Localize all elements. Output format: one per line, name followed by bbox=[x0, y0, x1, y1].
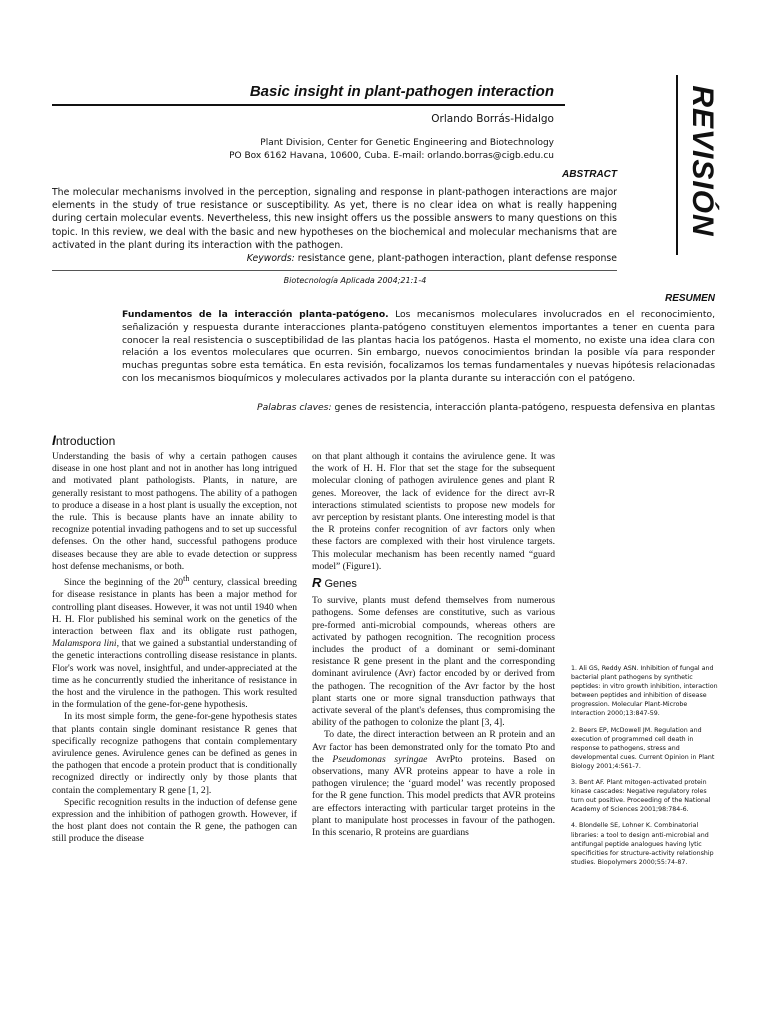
abstract-text: The molecular mechanisms involved in the perception, signaling and response in plant-pathogen interactions are major elements in the study of true resistance or susceptibility. As yet, there is no clear idea on what is really happening during certain molecular events. Nevertheless, this new insight offers us the possible answers to many questions on this topic. In this review, we deal with the basic and new hypotheses on the biochemical and molecular mechanisms that are activated in the plant during its interaction with the pathogen. bbox=[52, 187, 617, 251]
journal-citation: Biotecnología Aplicada 2004;21:1-4 bbox=[283, 276, 427, 285]
introduction-heading-cap: I bbox=[52, 432, 56, 448]
reference-item: 3. Bent AF. Plant mitogen-activated protein kinase cascades: Negative regulatory roles turn out positive. Proceeding of the National Academy of Sciences 2001;98:784-6. bbox=[571, 779, 711, 814]
paragraph: In its most simple form, the gene-for-gene hypothesis states that plants contain single dominant resistance R genes that specifically recognize pathogens that contain complementary avirulence genes. Avirulence genes can be defined as genes in the pathogen that encode a protein product that is conditionally recognized directly or indirectly only by those plants that contain the complementary R gene [1, 2]. bbox=[52, 711, 297, 796]
r-genes-heading-rest: Genes bbox=[321, 578, 357, 591]
affiliation bbox=[150, 137, 554, 163]
r-genes-heading-cap: R bbox=[312, 575, 322, 591]
keywords-value: resistance gene, plant-pathogen interaction, plant defense response bbox=[297, 253, 617, 264]
abstract-keywords bbox=[100, 253, 617, 264]
introduction-heading bbox=[52, 432, 115, 448]
species-name: Pseudomonas syringae bbox=[332, 753, 428, 765]
superscript: th bbox=[183, 574, 190, 584]
resumen-lead: Fundamentos de la interacción planta-patógeno. bbox=[122, 309, 389, 320]
paragraph bbox=[312, 729, 555, 839]
resumen-keywords bbox=[150, 402, 715, 413]
text-run: that we gained a substantial understanding of the genetic interactions controlling disease resistance in plants. Flor's work was novel, insightful, and under-appreciated at the time as he concurrently studied the inheritance of resistance in the host and the virulence in the pathogen. This work resulted in the formulation of the gene-for-gene hypothesis. bbox=[52, 638, 297, 711]
body-column-right bbox=[312, 451, 555, 839]
palabras-label: Palabras claves: bbox=[257, 402, 332, 413]
text-run: AvrPto proteins. Based on observations, many AVR proteins appear to have a role in pathogen virulence; the ‘guard model’ was recently proposed for the R gene function. This model predicts that AVR proteins are effectors interacting with particular target proteins in the plant to manipulate host processes in favour of the pathogen. In this scenario, R proteins are guardians bbox=[312, 753, 555, 839]
reference-item: 1. Ali GS, Reddy ASN. Inhibition of fungal and bacterial plant pathogens by synthetic peptides: in vitro growth inhibition, interaction between peptides and inhibition of disease progression. Molecular Plant-Microbe Interaction 2000;13:847-59. bbox=[571, 665, 718, 718]
reference-list bbox=[571, 664, 719, 874]
resumen-text bbox=[122, 309, 715, 386]
section-label-text: REVISIÓN bbox=[686, 85, 719, 237]
resumen-heading: RESUMEN bbox=[664, 293, 715, 304]
body-column-left bbox=[52, 451, 297, 846]
palabras-value: genes de resistencia, interacción planta-patógeno, respuesta defensiva en plantas bbox=[334, 402, 715, 413]
title-rule bbox=[52, 104, 565, 106]
paragraph: Understanding the basis of why a certain pathogen causes disease in one host plant and not in another has long intrigued and motivated plant pathologists. Plants, in nature, are generally resistant to most pathogens. The ability of a pathogen to produce a disease in a host plant is usually the exception, not the rule. This is because plants have an innate ability to recognize potential invading pathogens and to set up successful defenses. On the other hand, successful pathogens produce diseases because they are able to evade detection or suppress host defense mechanisms, or both. bbox=[52, 451, 297, 572]
abstract-heading: ABSTRACT bbox=[562, 169, 617, 180]
section-label bbox=[684, 76, 720, 246]
r-genes-heading bbox=[312, 577, 555, 590]
affiliation-line-2: PO Box 6162 Havana, 10600, Cuba. E-mail: orlando.borras@cigb.edu.cu bbox=[229, 151, 554, 161]
section-label-rule bbox=[676, 75, 678, 255]
article-title: Basic insight in plant-pathogen interaction bbox=[249, 83, 554, 100]
paragraph: Specific recognition results in the induction of defense gene expression and the inhibition of pathogen growth. However, if the host plant does not contain the R gene, the pathogen can still produce the disease bbox=[52, 796, 297, 845]
species-name: Malamspora lini, bbox=[52, 638, 119, 650]
paragraph: To survive, plants must defend themselves from numerous pathogens. Some defenses are constitutive, such as various pre-formed anti-microbial compounds, whereas others are activated by pathogen recognition. The recognition process includes the product of a dominant or semi-dominant resistance R gene present in the plant and the corresponding dominant avirulence (Avr) factor encoded by or derived from the pathogen. The recognition of the Avr factor by the host plant starts one or more signal transduction pathways that activate several of the plant's defenses, thus compromising the ability of the pathogen to colonize the plant [3, 4]. bbox=[312, 595, 555, 729]
abstract-rule bbox=[52, 270, 617, 271]
reference-item: 4. Blondelle SE, Lohner K. Combinatorial libraries: a tool to design anti-microbial and antifungal peptide analogues having lytic specificities for structure-activity relationship studies. Biopolymers 2000;55:74-87. bbox=[571, 822, 714, 866]
text-run: century, classical breeding for disease resistance in plants has been a major method for controlling plant diseases. However, it was not until 1940 when H. H. Flor published his seminal work on the genetics of the interaction between flax and its obligate rust pathogen, bbox=[52, 577, 297, 638]
reference-item: 2. Beers EP, McDowell JM. Regulation and execution of programmed cell death in response to pathogens, stress and developmental cues. Current Opinion in Plant Biology 2001;4:561-7. bbox=[571, 726, 715, 770]
paragraph bbox=[52, 573, 297, 711]
author-name: Orlando Borrás-Hidalgo bbox=[431, 113, 554, 125]
paragraph: on that plant although it contains the avirulence gene. It was the work of H. H. Flor that set the stage for the subsequent molecular cloning of pathogen avirulence genes and plant R genes. Moreover, the lack of evidence for the direct avr-R interactions stimulated scientists to propose new models for avr perception by resistant plants. One interesting model is that the R proteins confer recognition of avr factors only when these factors are complexed with their host virulence targets. This molecular mechanism has been recently named “guard model” (Figure1). bbox=[312, 451, 555, 572]
affiliation-line-1: Plant Division, Center for Genetic Engineering and Biotechnology bbox=[260, 138, 554, 148]
introduction-heading-rest: ntroduction bbox=[55, 434, 116, 448]
text-run: To date, the direct interaction between an R protein and an Avr factor has been demonstrated only for the tomato Pto and the bbox=[312, 729, 555, 765]
resumen-body: Los mecanismos moleculares involucrados en el reconocimiento, señalización y respuesta durante interacciones planta-patógeno constituyen elementos importantes a tener en cuenta para conocer la real resistencia o susceptibilidad de las plantas hacia los patógenos. Hasta el momento, no existe una idea clara con relación a los eventos moleculares que ocurren. Sin embargo, nuevos conocimientos brindan la posible vía para responder muchas preguntas sobre esta temática. En esta revisión, focalizamos los temas fundamentales y nuevas hipótesis relacionadas con los mecanismos bioquímicos y moleculares activados por la planta durante su interacción con el patógeno. bbox=[122, 309, 715, 384]
keywords-label: Keywords: bbox=[246, 253, 295, 264]
text-run: Since the beginning of the 20 bbox=[64, 577, 184, 589]
